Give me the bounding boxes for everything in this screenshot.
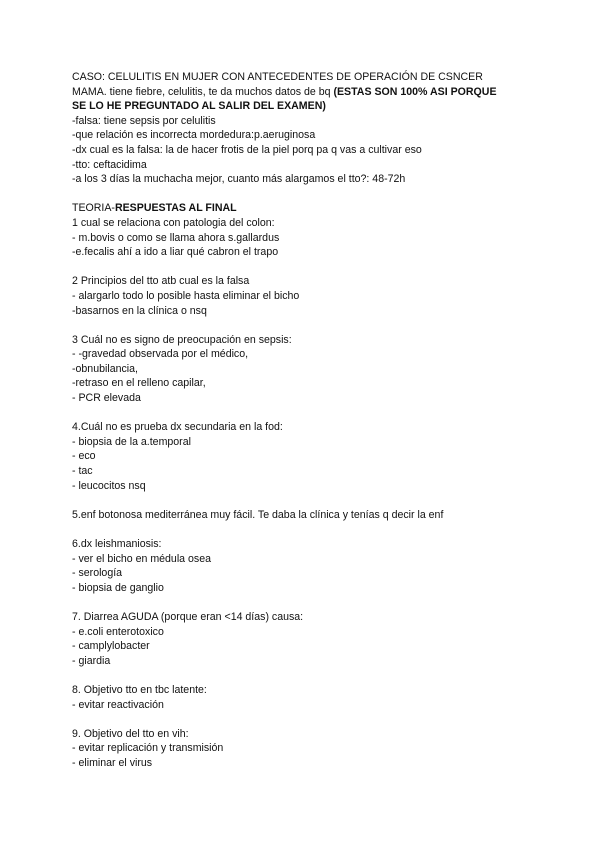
question-block xyxy=(72,610,528,683)
question-text: 7. Diarrea AGUDA (porque eran <14 días) causa: xyxy=(72,610,304,623)
theory-heading-bold: RESPUESTAS AL FINAL xyxy=(114,202,237,215)
theory-heading-plain: TEORIA- xyxy=(72,202,115,215)
question-text: 9. Objetivo del tto en vih: xyxy=(72,727,189,740)
answer-option: - ver el bicho en médula osea xyxy=(72,552,211,565)
answer-option: - biopsia de ganglio xyxy=(72,581,164,594)
answer-option: -retraso en el relleno capilar, xyxy=(72,377,206,390)
answer-option: - camplylobacter xyxy=(72,640,150,653)
answer-option: - tac xyxy=(72,465,93,478)
spacer xyxy=(72,187,528,202)
case-item: -dx cual es la falsa: la de hacer frotis de la piel porq pa q vas a cultivar eso xyxy=(72,143,422,156)
answer-option: -obnubilancia, xyxy=(72,362,138,375)
question-text: 6.dx leishmaniosis: xyxy=(72,538,162,550)
case-item: -falsa: tiene sepsis por celulitis xyxy=(72,114,216,127)
answer-option: - biopsia de la a.temporal xyxy=(72,435,191,448)
answer-option: - e.coli enterotoxico xyxy=(72,625,164,638)
answer-option: - giardia xyxy=(72,654,111,667)
spacer xyxy=(72,712,528,727)
question-text: 8. Objetivo tto en tbc latente: xyxy=(72,683,207,696)
answer-option: - evitar replicación y transmisión xyxy=(72,742,224,755)
question-block xyxy=(72,274,528,332)
case-title-line-1: CASO: CELULITIS EN MUJER CON ANTECEDENTES DE OPERACIÓN DE CSNCER xyxy=(72,71,483,83)
case-section xyxy=(72,70,528,187)
question-block xyxy=(72,333,528,421)
answer-option: - PCR elevada xyxy=(72,392,141,405)
question-block xyxy=(72,216,528,274)
question-block xyxy=(72,683,528,727)
question-block xyxy=(72,420,528,508)
spacer xyxy=(72,260,528,275)
spacer xyxy=(72,406,528,421)
question-block xyxy=(72,727,528,771)
case-title-line-3 xyxy=(72,99,528,114)
answer-option: - evitar reactivación xyxy=(72,698,164,711)
answer-option: - eco xyxy=(72,450,96,463)
theory-section xyxy=(72,201,528,770)
question-text: 4.Cuál no es prueba dx secundaria en la fod: xyxy=(72,421,283,434)
document-body xyxy=(72,70,528,771)
question-text: 5.enf botonosa mediterránea muy fácil. Te daba la clínica y tenías q decir la enf xyxy=(72,508,444,521)
question-block xyxy=(72,537,528,610)
case-title-plain: MAMA. tiene fiebre, celulitis, te da muchos datos de bq xyxy=(72,85,334,98)
spacer xyxy=(72,318,528,333)
question-text: 2 Principios del tto atb cual es la falsa xyxy=(72,275,250,288)
case-title-bold-note: (ESTAS SON 100% ASI PORQUE xyxy=(333,85,497,98)
case-item: -que relación es incorrecta mordedura:p.aeruginosa xyxy=(72,129,316,142)
spacer xyxy=(72,595,528,610)
case-title-bold-note-cont: SE LO HE PREGUNTADO AL SALIR DEL EXAMEN) xyxy=(72,100,326,113)
case-items xyxy=(72,114,528,187)
case-item: -tto: ceftacidima xyxy=(72,158,147,171)
answer-option: - m.bovis o como se llama ahora s.gallardus xyxy=(72,231,280,244)
answer-option: -e.fecalis ahí a ido a liar qué cabron el trapo xyxy=(72,246,279,259)
answer-option: - alargarlo todo lo posible hasta eliminar el bicho xyxy=(72,289,300,302)
answer-option: - serología xyxy=(72,567,123,580)
spacer xyxy=(72,668,528,683)
answer-option: - -gravedad observada por el médico, xyxy=(72,348,249,361)
question-text: 3 Cuál no es signo de preocupación en sepsis: xyxy=(72,333,292,346)
question-text: 1 cual se relaciona con patologia del colon: xyxy=(72,216,275,229)
theory-heading xyxy=(72,201,528,216)
case-item: -a los 3 días la muchacha mejor, cuanto más alargamos el tto?: 48-72h xyxy=(72,173,406,186)
answer-option: - leucocitos nsq xyxy=(72,479,146,492)
question-block xyxy=(72,508,528,537)
spacer xyxy=(72,522,528,537)
spacer xyxy=(72,493,528,508)
answer-option: -basarnos en la clínica o nsq xyxy=(72,304,207,317)
answer-option: - eliminar el virus xyxy=(72,756,153,769)
theory-questions xyxy=(72,216,528,771)
case-title-line-2 xyxy=(72,85,528,100)
